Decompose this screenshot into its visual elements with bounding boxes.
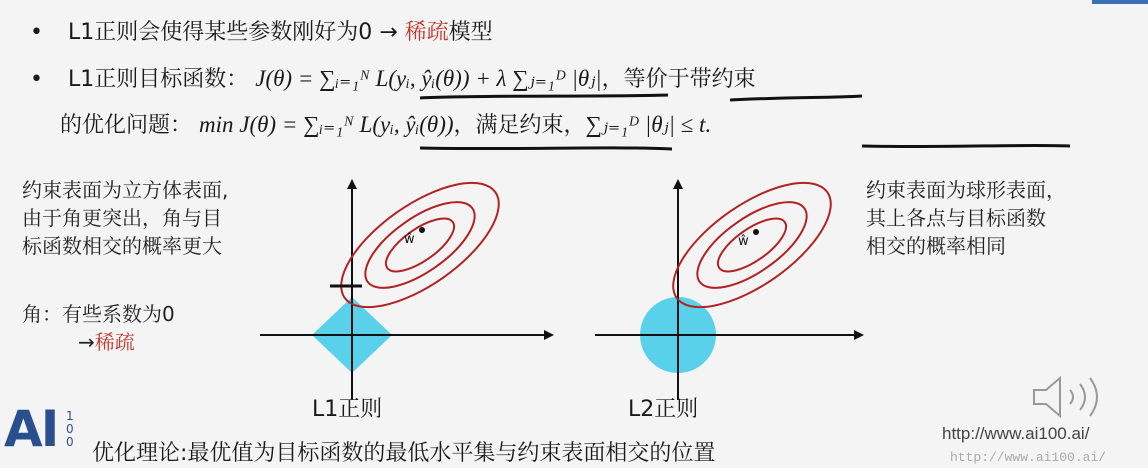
- constraint-formula: ∑ⱼ₌₁ᴰ |θⱼ| ≤ t.: [585, 112, 712, 137]
- l1-w-hat: ŵ: [404, 232, 415, 247]
- bullet-1-highlight: 稀疏: [404, 20, 449, 45]
- footer-caption: 优化理论:最优值为目标函数的最低水平集与约束表面相交的位置: [92, 441, 716, 466]
- right-notes: [866, 176, 1066, 260]
- bullet-1-text: L1正则会使得某些参数刚好为0 →: [67, 20, 405, 45]
- site-url-watermark: http://www.ai100.ai/: [950, 450, 1107, 465]
- site-url: http://www.ai100.ai/: [942, 424, 1090, 443]
- constrained-formula: min J(θ) = ∑ᵢ₌₁ᴺ L(yᵢ, ŷᵢ(θ)): [199, 112, 454, 137]
- corner-sparse: 稀疏: [94, 330, 135, 354]
- speaker-icon[interactable]: [1030, 372, 1120, 422]
- bullet-dot: •: [30, 67, 43, 92]
- l2-diagram: [590, 175, 890, 405]
- corner-label: 角：有些系数为0: [22, 302, 175, 326]
- left-note-line-3: 标函数相交的概率更大: [22, 234, 222, 258]
- bullet-dot: •: [30, 20, 43, 45]
- right-note-line-3: 相交的概率相同: [866, 234, 1006, 258]
- ai100-logo: AI: [4, 400, 58, 458]
- l2-label: L2正则: [628, 397, 699, 422]
- l1-diagram: [250, 175, 570, 405]
- left-note-line-1: 约束表面为立方体表面,: [22, 178, 229, 202]
- l1-label: L1正则: [312, 397, 383, 422]
- arrow-icon: →: [78, 330, 95, 354]
- bullet-2-suffix: ，等价于带约束: [601, 67, 756, 92]
- corner-note: [22, 300, 175, 356]
- logo-small-text: 100: [66, 409, 74, 449]
- bullet-2-prefix: L1正则目标函数：: [67, 67, 249, 92]
- left-note-line-2: 由于角更突出，角与目: [22, 206, 222, 230]
- left-notes: [22, 176, 228, 260]
- right-note-line-2: 其上各点与目标函数: [866, 206, 1046, 230]
- objective-formula: J(θ) = ∑ᵢ₌₁ᴺ L(yᵢ, ŷᵢ(θ)) + λ ∑ⱼ₌₁ᴰ |θⱼ|: [255, 66, 602, 91]
- l2-w-hat: ŵ: [738, 234, 749, 249]
- bullet-1-suffix: 模型: [448, 20, 493, 45]
- bullet-2-line2-mid: ，满足约束，: [453, 113, 586, 138]
- right-note-line-1: 约束表面为球形表面，: [866, 178, 1066, 202]
- bullet-2-line2-prefix: 的优化问题：: [60, 113, 193, 138]
